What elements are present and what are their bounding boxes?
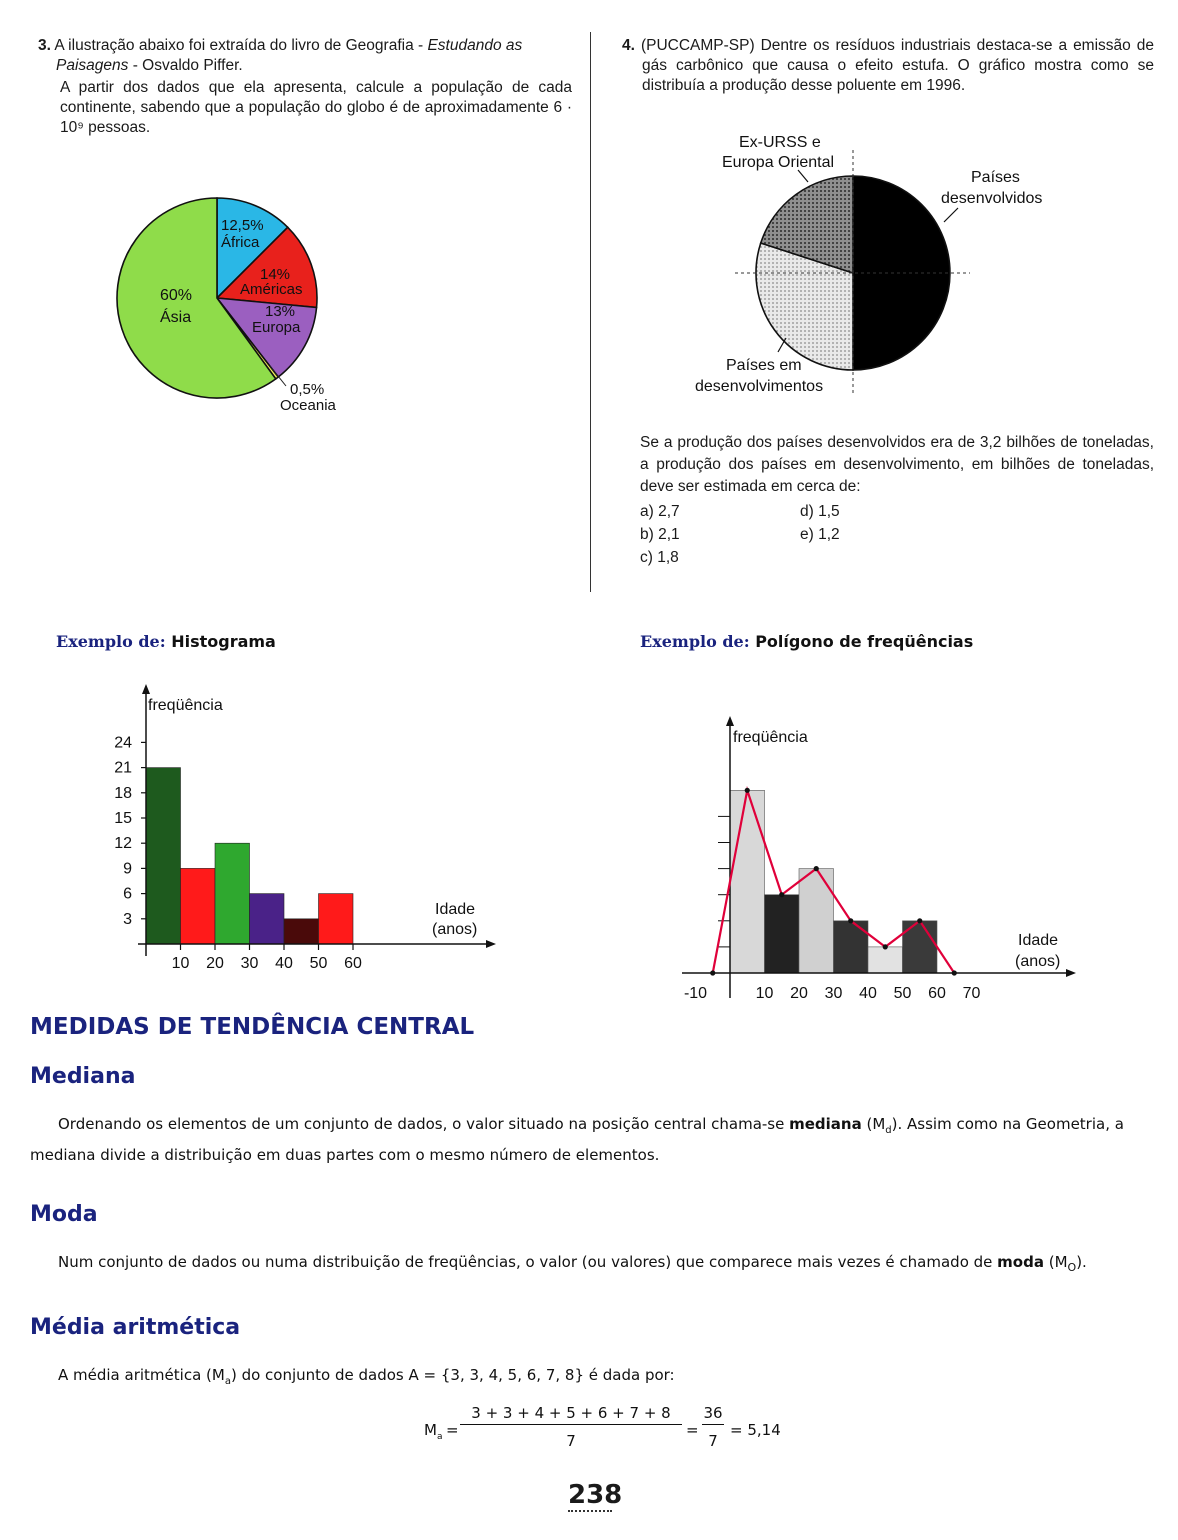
polygon-x-tick-label: 20 xyxy=(790,985,808,1002)
histogram-x-tick-label: 60 xyxy=(344,955,362,972)
media-sub: a xyxy=(224,1376,231,1387)
formula-numerator: 3 + 3 + 4 + 5 + 6 + 7 + 8 xyxy=(460,1404,682,1425)
histogram-y-tick-label: 24 xyxy=(114,734,132,752)
polygon-point xyxy=(883,944,888,949)
continent-pie-chart xyxy=(100,190,380,420)
histogram-bar xyxy=(181,868,216,944)
histogram-y-tick-label: 6 xyxy=(123,885,132,903)
frequency-polygon-chart xyxy=(670,710,1090,1010)
polygon-title: Polígono de freqüências xyxy=(755,632,974,651)
media-heading: Média aritmética xyxy=(30,1315,241,1340)
polygon-bar xyxy=(765,895,800,973)
polygon-point xyxy=(710,970,715,975)
histogram-x-tick-label: 30 xyxy=(240,955,259,972)
mediana-text-2: ). Assim como na Geometria, a mediana divide a distribuição em duas partes com o mesmo número de elementos. xyxy=(30,1115,1124,1164)
question-3-number: 3. xyxy=(38,37,51,54)
option-c[interactable]: c) 1,8 xyxy=(640,549,679,566)
histogram-y-arrow xyxy=(142,684,150,694)
polygon-x-tick-label: 30 xyxy=(824,985,843,1002)
polygon-x-tick-label: 10 xyxy=(755,985,774,1002)
example-prefix: Exemplo de: xyxy=(56,632,166,651)
polygon-bar xyxy=(868,947,903,973)
moda-symbol: (M xyxy=(1043,1253,1068,1271)
question-4-text: (PUCCAMP-SP) Dentre os resíduos industriais destaca-se a emissão de gás carbônico que causa o efeito estufa. O gráfico mostra como se distribuía a produção desse poluente em 1996. xyxy=(640,37,1155,94)
polygon-point xyxy=(779,892,784,897)
formula-denominator: 7 xyxy=(566,1432,576,1450)
page-number: 238 xyxy=(568,1480,623,1510)
column-divider xyxy=(590,32,591,592)
polygon-point xyxy=(952,970,957,975)
histogram-y-tick-label: 21 xyxy=(114,759,132,777)
question-4-options xyxy=(640,500,1060,575)
polygon-point xyxy=(814,866,819,871)
polygon-point xyxy=(917,918,922,923)
histogram-bar xyxy=(146,768,181,944)
pie-label-asia-pct: 60% xyxy=(160,287,193,304)
option-d[interactable]: d) 1,5 xyxy=(800,503,840,520)
histogram-y-tick-label: 12 xyxy=(114,835,132,853)
question-4-body xyxy=(640,432,1154,498)
page-number-dots xyxy=(568,1510,612,1512)
moda-text-1: Num conjunto de dados ou numa distribuição de freqüências, o valor (ou valores) que comparece mais vezes é chamado de xyxy=(58,1253,998,1271)
media-text-2: ) do conjunto de dados A = {3, 3, 4, 5, 6, 7, 8} é dada por: xyxy=(230,1366,675,1384)
question-4-number: 4. xyxy=(622,37,635,54)
histogram-title: Histograma xyxy=(171,632,276,651)
pie-label-americas: Américas xyxy=(240,281,303,298)
option-b[interactable]: b) 2,1 xyxy=(640,526,680,543)
formula-lhs-sub: a xyxy=(436,1432,443,1442)
question-3-intro: A ilustração abaixo foi extraída do livro de Geografia - xyxy=(54,37,428,54)
histogram-bar xyxy=(215,843,250,944)
polygon-x-tick-label: 50 xyxy=(893,985,912,1002)
polygon-ylabel: freqüência xyxy=(733,729,808,746)
mediana-symbol: (M xyxy=(861,1115,886,1133)
histogram-y-tick-label: 3 xyxy=(123,910,132,928)
example-prefix: Exemplo de: xyxy=(640,632,750,651)
pie2-label-urss-1: Ex-URSS e xyxy=(739,134,821,151)
histogram-bar xyxy=(319,894,354,944)
question-4-question: Se a produção dos países desenvolvidos era de 3,2 bilhões de toneladas, a produção dos países em desenvolvimento, em bilhões de toneladas, deve ser estimada em cerca de: xyxy=(640,434,1154,495)
question-3-book: Estudando as Paisagens xyxy=(56,37,523,74)
formula-numerator-2: 36 xyxy=(702,1404,724,1425)
pie-label-oceania: Oceania xyxy=(280,397,336,414)
section-title: MEDIDAS DE TENDÊNCIA CENTRAL xyxy=(30,1014,475,1040)
polygon-x-arrow xyxy=(1066,969,1076,977)
pie-label-africa: África xyxy=(221,234,260,251)
polygon-point xyxy=(848,918,853,923)
pie2-leader-dev xyxy=(944,208,958,222)
pie2-label-dev-2: desenvolvidos xyxy=(941,190,1043,207)
pie-label-americas-pct: 14% xyxy=(260,266,291,283)
mediana-bold: mediana xyxy=(789,1115,862,1133)
moda-paragraph xyxy=(58,1250,1158,1280)
mediana-text-1: Ordenando os elementos de um conjunto de dados, o valor situado na posição central chama-se xyxy=(58,1115,790,1133)
option-e[interactable]: e) 1,2 xyxy=(800,526,840,543)
polygon-x-tick-label: -10 xyxy=(683,985,708,1002)
formula-result: = 5,14 xyxy=(730,1421,781,1439)
histogram-x-tick-label: 50 xyxy=(309,955,328,972)
question-3-paragraph: A partir dos dados que ela apresenta, calcule a população de cada continente, sabendo que a população do globo é de aproximadamente 6 · 10⁹ pessoas. xyxy=(60,79,572,136)
polygon-example-label xyxy=(640,632,973,651)
histogram-xlabel-1: Idade xyxy=(435,901,476,918)
histogram-x-tick-label: 40 xyxy=(275,955,293,972)
histogram-ylabel: freqüência xyxy=(148,697,223,714)
polygon-xlabel-1: Idade xyxy=(1018,932,1059,949)
pie-label-asia: Ásia xyxy=(160,309,192,326)
histogram-bar xyxy=(250,894,285,944)
histogram-y-tick-label: 18 xyxy=(114,784,132,802)
media-text-1: A média aritmética (M xyxy=(58,1366,225,1384)
mediana-paragraph xyxy=(30,1112,1155,1167)
formula-lhs: M xyxy=(424,1421,437,1439)
media-paragraph xyxy=(58,1363,1158,1394)
moda-heading: Moda xyxy=(30,1202,98,1227)
histogram-bar xyxy=(284,919,319,944)
option-a[interactable]: a) 2,7 xyxy=(640,503,680,520)
polygon-x-tick-label: 70 xyxy=(962,985,981,1002)
formula-denominator-2: 7 xyxy=(708,1432,718,1450)
moda-text-2: ). xyxy=(1076,1253,1087,1271)
histogram-x-arrow xyxy=(486,940,496,948)
polygon-bar xyxy=(799,869,834,973)
mean-formula: $M_a$ = 3 + 3 + 4 + 5 + 6 + 7 + 8 7 = 36 7 = 5,14 xyxy=(424,1404,781,1450)
pie2-label-dev-1: Países xyxy=(971,169,1020,186)
polygon-x-tick-label: 40 xyxy=(859,985,877,1002)
polygon-bar xyxy=(730,790,765,973)
pie2-label-emdev-1: Países em xyxy=(726,357,802,374)
histogram-xlabel-2: (anos) xyxy=(432,921,478,938)
pie-label-europa-pct: 13% xyxy=(265,303,296,320)
mediana-heading: Mediana xyxy=(30,1064,136,1089)
question-4 xyxy=(622,36,1154,96)
pie-label-africa-pct: 12,5% xyxy=(221,217,264,234)
polygon-xlabel-2: (anos) xyxy=(1015,953,1061,970)
histogram-y-tick-label: 15 xyxy=(114,810,132,827)
histogram-chart xyxy=(90,680,520,980)
pie2-label-urss-2: Europa Oriental xyxy=(722,154,835,171)
polygon-x-tick-label: 60 xyxy=(928,985,946,1002)
question-3-author: - Osvaldo Piffer. xyxy=(128,57,243,74)
pie-label-oceania-pct: 0,5% xyxy=(290,381,325,398)
histogram-x-tick-label: 10 xyxy=(171,955,190,972)
histogram-y-tick-label: 9 xyxy=(123,860,132,878)
moda-bold: moda xyxy=(997,1253,1044,1271)
polygon-point xyxy=(745,788,750,793)
polygon-y-arrow xyxy=(726,716,734,726)
histogram-x-tick-label: 20 xyxy=(206,955,224,972)
pie-label-europa: Europa xyxy=(252,319,301,336)
pie2-leader-urss xyxy=(798,170,808,182)
pie2-label-emdev-2: desenvolvimentos xyxy=(695,378,824,395)
histogram-example-label xyxy=(56,632,276,651)
question-3 xyxy=(38,36,572,138)
moda-sub: O xyxy=(1067,1261,1077,1274)
co2-pie-chart xyxy=(680,130,1100,405)
mediana-sub: d xyxy=(885,1125,892,1136)
